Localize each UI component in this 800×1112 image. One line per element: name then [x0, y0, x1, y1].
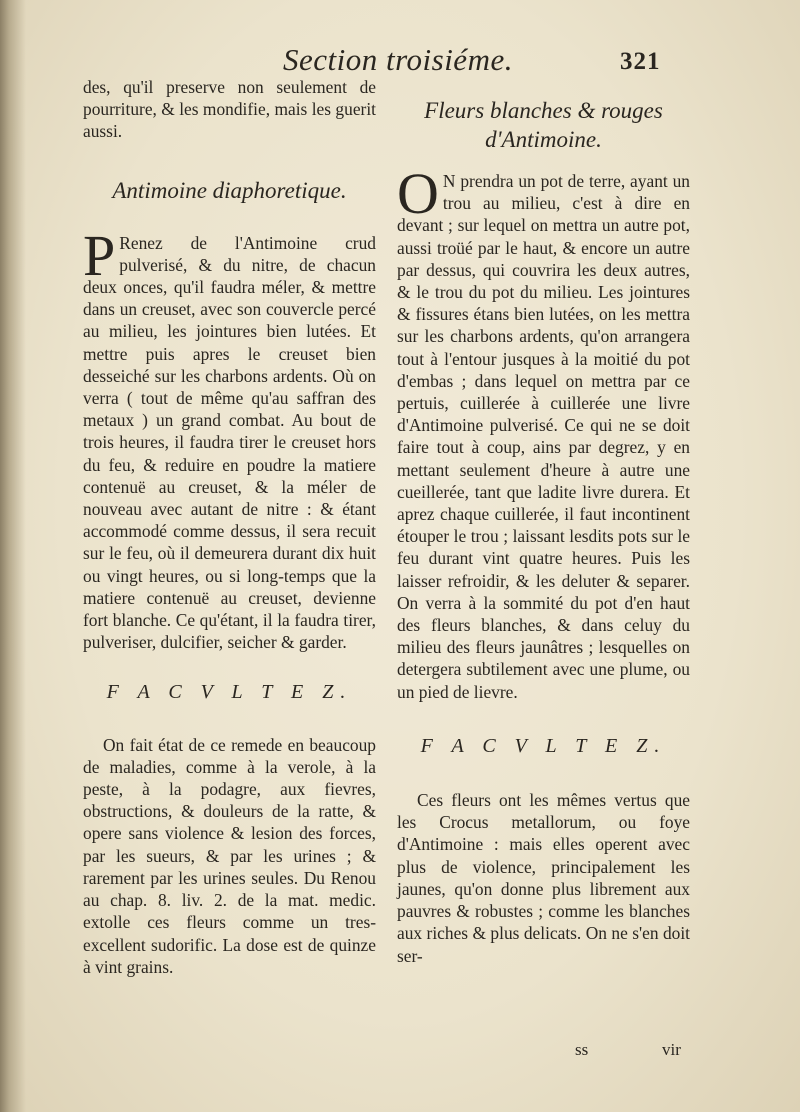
left-column — [83, 76, 376, 978]
page-number: 321 — [620, 48, 661, 75]
drop-cap-initial: P — [83, 222, 116, 288]
page-header — [0, 40, 800, 80]
drop-cap-initial: O — [397, 161, 439, 226]
section-title-fleurs-line1: Fleurs blanches & rouges — [424, 98, 663, 123]
facultez-paragraph: Ces fleurs ont les mêmes vertus que les Crocus metallorum, ou foye d'Antimoine : mais elles operent avec plus de violence, principalement les jaunes, qu'on donne plus librement aux pauvres & robustes ; comme les blanches aux riches & plus delicats. On ne s'en doit ser- — [397, 790, 690, 966]
facultez-heading: F A C V L T E Z. — [106, 681, 353, 704]
recipe-paragraph — [83, 222, 376, 654]
facultez-heading: F A C V L T E Z. — [420, 734, 667, 757]
running-head: Section troisiéme. — [283, 42, 513, 77]
right-column — [397, 76, 690, 967]
continuation-text: des, qu'il preserve non seulement de pourriture, & les mondifie, mais les guerit aussi. — [83, 77, 376, 142]
catchword: vir — [662, 1040, 681, 1059]
binding-gutter-shadow — [0, 0, 26, 1112]
recipe-text: N prendra un pot de terre, ayant un trou au milieu, c'est à dire en devant ; sur lequel on mettra un autre pot, aussi troüé par le haut, & encore un autre par dessus, qui couvrira les deux autres, & le trou du pot du milieu. Les jointures & fissures étans bien lutées, on les mettra sur les charbons ardents, qu'on arrangera tout à l'entour jusques à la moitié du pot d'embas ; dans lequel on mettra par ce pertuis, cuillerée à cuillerée une livre d'Antimoine pulverisé. Ce qui ne se doit faire tout à coup, ains par degrez, y en mettant seulement d'heure à autre une cueillerée, tant que ladite livre durera. Et aprez chaque cuillerée, il faut incontinent étouper le trou ; laissant lesdits pots sur le feu durant vint quatre heures. Puis les laisser refroidir, & les deluter & separer. On verra à la sommité du pot d'en haut des fleurs blanches, & dans celuy du milieu des fleurs jaunâtres ; lesquelles on detergera subtilement avec une plume, ou un pied de lievre. — [397, 171, 690, 702]
section-title-fleurs-line2: d'Antimoine. — [485, 127, 602, 152]
facultez-paragraph: On fait état de ce remede en beaucoup de maladies, comme à la verole, à la peste, à la podagre, aux fievres, obstructions, & douleurs de la ratte, & opere sans violence & lesion des forces, par les sueurs, & par les urines ; & rarement par les urines seules. Du Renou au chap. 8. liv. 2. de la mat. medic. extolle ces fleurs comme un tres-excellent sudorific. La dose est de quinze à vint grains. — [83, 734, 376, 977]
recipe-paragraph — [397, 161, 690, 703]
recipe-text: Renez de l'Antimoine crud pulverisé, & du nitre, de chacun deux onces, qu'il faudra méler, & mettre dans un creuset, avec son couvercle percé au milieu, les jointures bien lutées. Et mettre puis apres le creuset bien desseiché sur les charbons ardents. Où on verra ( tout de même qu'au saffran des metaux ) un grand combat. Au bout de trois heures, il faudra tirer le creuset hors du feu, & reduire en poudre la matiere contenuë au creuset, & la méler de nouveau avec autant de nitre : & étant accommodé comme dessus, il sera recuit sur le feu, où il demeurera durant dix huit ou vingt heures, ou si long-temps que la matiere contenuë au creuset, devienne fort blanche. Ce qu'étant, il la faudra tirer, pulveriser, dulcifier, seicher & garder. — [83, 232, 376, 653]
signature-mark: ss — [575, 1040, 589, 1059]
section-title-antimoine-diaphoretique: Antimoine diaphoretique. — [112, 177, 347, 203]
